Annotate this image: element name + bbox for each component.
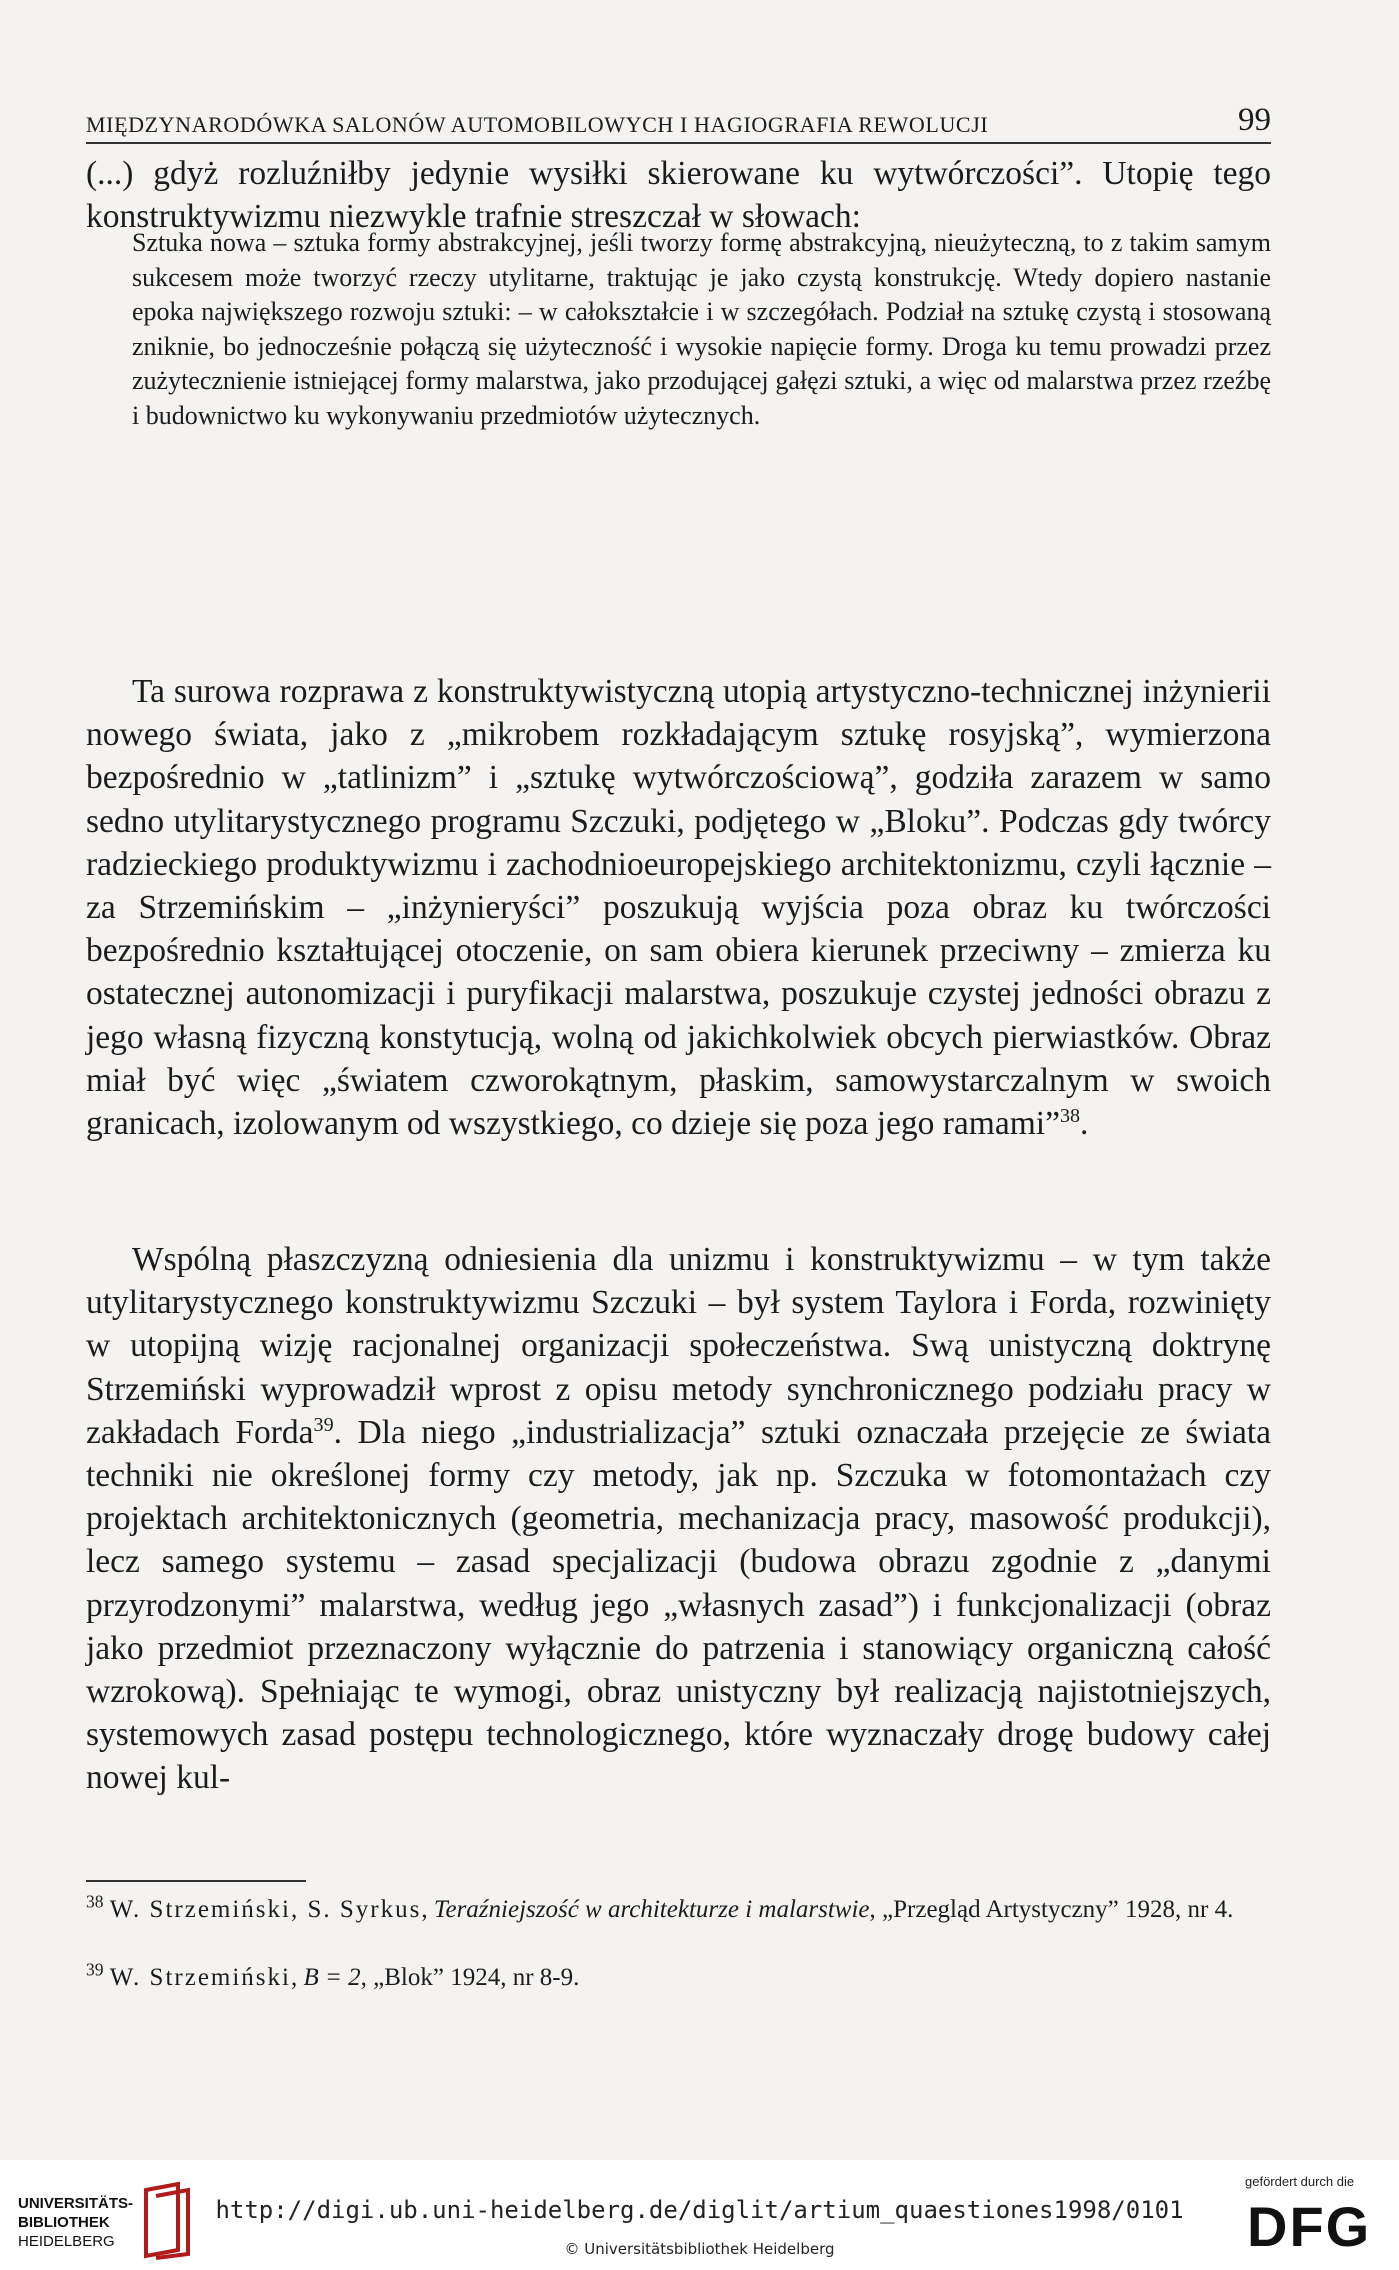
funder-label: gefördert durch die bbox=[1245, 2174, 1355, 2189]
footnote-number: 38 bbox=[86, 1891, 104, 1912]
footnote-number: 39 bbox=[86, 1959, 104, 1980]
paragraph-3-text-b: . Dla niego „industrializacja” sztuki oznaczała przejęcie ze świata techniki nie określonej formy czy metody, jak np. Szczuka w fotomontażach czy projektach architektonicznych (geometria, mechanizacja pracy, masowość produkcji), lecz samego systemu – zasad specjalizacji (budowa obrazu zgodnie z „danymi przyrodzonymi” malarstwa, według jego „własnych zasad”) i funkcjonalizacji (obraz jako przedmiot przeznaczony wyłącznie do patrzenia i stanowiący organiczną całość wzrokową). Spełniając te wymogi, obraz unistyczny był realizacją najistotniejszych, systemowych zasad postępu technologicznego, które wyznaczały drogę budowy całej nowej kul- bbox=[86, 1413, 1271, 1797]
footnote-39 bbox=[86, 1961, 1271, 1995]
digitization-footer bbox=[0, 2160, 1399, 2270]
footnote-title: B = 2 bbox=[303, 1964, 361, 1991]
library-name-line3: HEIDELBERG bbox=[18, 2233, 115, 2250]
paragraph-2-text: Ta surowa rozprawa z konstruktywistyczną utopią artystyczno-technicznej inżynierii nowego świata, jako z „mikrobem rozkładającym sztukę rosyjską”, wymierzona bezpośrednio w „tatlinizm” i „sztukę wytwórczościową”, godziła zarazem w samo sedno utylitarystycznego programu Szczuki, podjętego w „Bloku”. Podczas gdy twórcy radzieckiego produktywizmu i zachodnioeuropejskiego architektonizmu, czyli łącznie – za Strzemińskim – „inżynieryści” poszukują wyjścia poza obraz ku twórczości bezpośrednio kształtującej otoczenie, on sam obiera kierunek przeciwny – zmierza ku ostatecznej autonomizacji i puryfikacji malarstwa, poszukuje czystej jedności obrazu z jego własną fizyczną konstytucją, wolną od jakichkolwiek obcych pierwiastków. Obraz miał być więc „światem czworokątnym, płaskim, samowystarczalnym w swoich granicach, izolowanym od wszystkiego, co dzieje się poza jego ramami” bbox=[86, 673, 1271, 1143]
paragraph-3 bbox=[86, 1238, 1271, 1800]
running-header bbox=[86, 104, 1271, 144]
footnote-author: W. Strzemiński bbox=[109, 1964, 291, 1991]
footnote-title: Teraźniejszość w architekturze i malarstwie bbox=[433, 1896, 870, 1923]
footnote-separator: , bbox=[291, 1964, 304, 1991]
paragraph-3-text-a: Wspólną płaszczyzną odniesienia dla unizmu i konstruktywizmu – w tym także utylitarystycznego konstruktywizmu Szczuki – był system Taylora i Forda, rozwinięty w utopijną wizję racjonalnej organizacji społeczeństwa. Swą unistyczną doktrynę Strzemiński wyprowadził wprost z opisu metody synchronicznego podziału pracy w zakładach Forda bbox=[86, 1241, 1271, 1451]
copyright-notice: © Universitätsbibliothek Heidelberg bbox=[564, 2240, 835, 2258]
footnote-source: , „Przegląd Artystyczny” 1928, nr 4. bbox=[869, 1896, 1234, 1923]
footnote-divider bbox=[86, 1880, 306, 1882]
paragraph-2-end: . bbox=[1080, 1105, 1089, 1143]
library-name-line1: UNIVERSITÄTS- bbox=[18, 2195, 134, 2212]
permalink-url[interactable]: http://digi.ub.uni-heidelberg.de/diglit/artium_quaestiones1998/0101 bbox=[215, 2196, 1184, 2224]
footnote-ref-38: 38 bbox=[1059, 1104, 1081, 1127]
paragraph-1: (...) gdyż rozluźniłby jedynie wysiłki skierowane ku wytwórczości”. Utopię tego konstruktywizmu niezwykle trafnie streszczał w słowach: bbox=[86, 155, 1271, 236]
dfg-logo: DFG bbox=[1247, 2195, 1372, 2258]
footnote-author: W. Strzemiński, S. Syrkus bbox=[109, 1896, 422, 1923]
footnote-ref-39: 39 bbox=[313, 1413, 334, 1436]
page-number: 99 bbox=[1238, 102, 1271, 138]
library-name-line2: BIBLIOTHEK bbox=[18, 2214, 110, 2231]
paragraph-2 bbox=[86, 670, 1271, 1145]
footnote-source: , „Blok” 1924, nr 8-9. bbox=[360, 1964, 580, 1991]
footnote-separator: , bbox=[421, 1896, 434, 1923]
running-title: MIĘDZYNARODÓWKA SALONÓW AUTOMOBILOWYCH I HAGIOGRAFIA REWOLUCJI bbox=[86, 112, 989, 137]
footnote-38 bbox=[86, 1893, 1271, 1927]
block-quote: Sztuka nowa – sztuka formy abstrakcyjnej, jeśli tworzy formę abstrakcyjną, nieużyteczną, to z takim samym sukcesem może tworzyć rzeczy utylitarne, traktując je jako czystą konstrukcję. Wtedy dopiero nastanie epoka największego rozwoju sztuki: – w całokształcie i w szczegółach. Podział na sztukę czystą i stosowaną zniknie, bo jednocześnie połączą się użyteczność i wysokie napięcie formy. Droga ku temu prowadzi przez zużytecznienie istniejącej formy malarstwa, jako przodującej gałęzi sztuki, a więc od malarstwa przez rzeźbę i budownictwo ku wykonywaniu przedmiotów użytecznych. bbox=[132, 228, 1271, 430]
